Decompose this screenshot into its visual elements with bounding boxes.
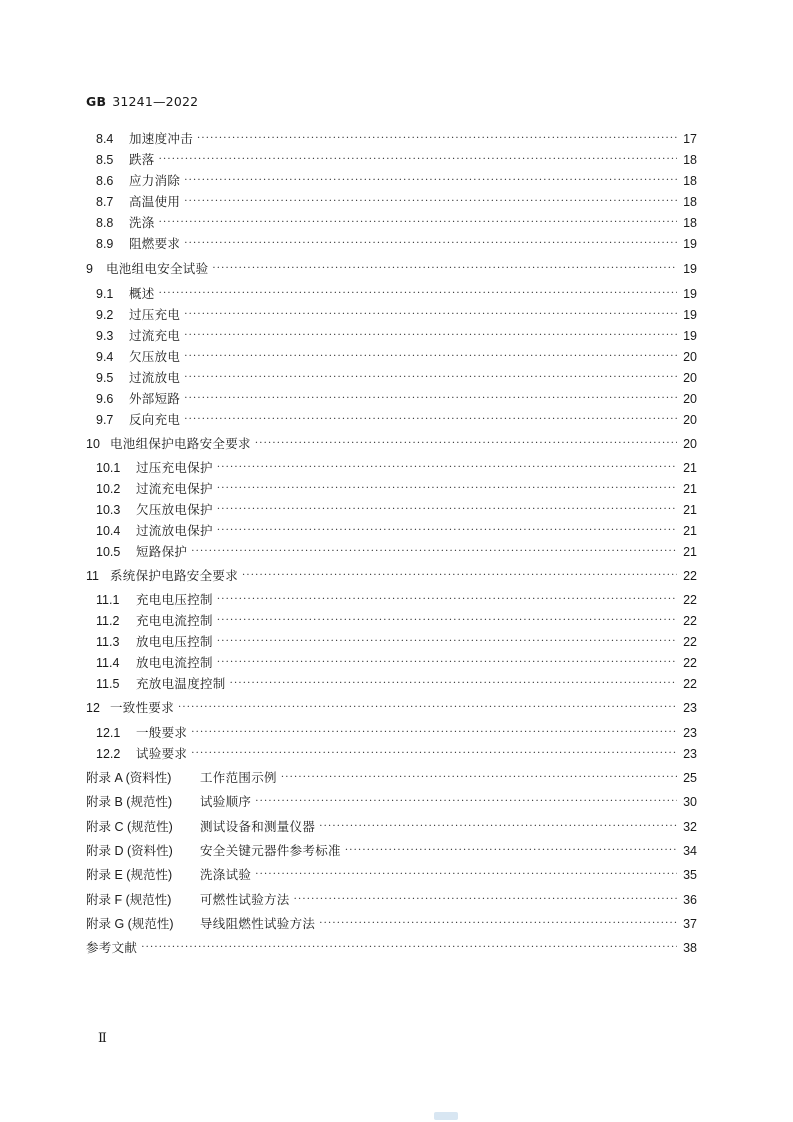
- toc-entry-page: 22: [683, 656, 697, 670]
- toc-entry-number: 10.1: [96, 461, 121, 475]
- toc-entry-title: 一般要求: [136, 725, 188, 740]
- toc-entry-appendix[interactable]: [86, 891, 697, 909]
- toc-entry-number: 附录 G (规范性): [86, 917, 174, 931]
- toc-entry-title: 概述: [129, 286, 155, 301]
- toc-entry-page: 21: [683, 482, 697, 496]
- toc-entry-number: 11.1: [96, 593, 120, 607]
- toc-entry-title: 试验顺序: [200, 794, 252, 809]
- page-number: Ⅱ: [98, 1030, 107, 1045]
- toc-entry[interactable]: [96, 348, 697, 366]
- toc-entry-page: 23: [683, 726, 697, 740]
- toc-leader: [184, 327, 677, 345]
- toc-leader: [217, 591, 677, 609]
- toc-leader: [319, 818, 677, 836]
- toc-entry-number: 8.7: [96, 195, 114, 209]
- toc-entry-page: 36: [683, 893, 697, 907]
- toc-entry-title: 阻燃要求: [129, 236, 181, 251]
- toc-entry-number: 11: [86, 569, 99, 583]
- toc-entry[interactable]: [96, 151, 697, 169]
- toc-entry-title: 洗涤试验: [200, 867, 252, 882]
- toc-entry[interactable]: [96, 591, 697, 609]
- toc-entry-number: 8.5: [96, 153, 114, 167]
- toc-entry-number: 12.2: [96, 747, 121, 761]
- toc-entry-number: 12.1: [96, 726, 121, 740]
- toc-entry-chapter[interactable]: [86, 435, 697, 453]
- toc-entry-title: 应力消除: [129, 173, 181, 188]
- toc-entry-title: 过流充电保护: [136, 481, 213, 496]
- toc-leader: [319, 915, 677, 933]
- toc-entry[interactable]: [96, 522, 697, 540]
- toc-entry-number: 8.4: [96, 132, 114, 146]
- toc-entry-title: 一致性要求: [110, 700, 175, 715]
- toc-entry-number: 12: [86, 701, 100, 715]
- toc-entry-number: 9.5: [96, 371, 114, 385]
- toc-entry-page: 22: [683, 569, 697, 583]
- toc-entry-number: 8.9: [96, 237, 114, 251]
- toc-entry-number: 9.3: [96, 329, 114, 343]
- toc-entry-page: 38: [683, 941, 697, 955]
- toc-leader: [255, 435, 677, 453]
- toc-entry-page: 20: [683, 392, 697, 406]
- toc-entry[interactable]: [96, 724, 697, 742]
- toc-leader: [217, 654, 677, 672]
- toc-leader: [184, 172, 677, 190]
- toc-entry-page: 32: [683, 820, 697, 834]
- toc-entry-title: 短路保护: [136, 544, 188, 559]
- toc-leader: [217, 522, 677, 540]
- toc-entry[interactable]: [96, 172, 697, 190]
- toc-entry-number: 10.3: [96, 503, 121, 517]
- toc-entry-page: 22: [683, 593, 697, 607]
- toc-entry[interactable]: [96, 480, 697, 498]
- toc-entry-page: 18: [683, 174, 697, 188]
- toc-leader: [184, 348, 677, 366]
- toc-leader: [159, 285, 677, 303]
- toc-entry-page: 18: [683, 153, 697, 167]
- toc-entry-number: 9.1: [96, 287, 114, 301]
- toc-entry[interactable]: [96, 193, 697, 211]
- toc-entry-title: 电池组保护电路安全要求: [110, 436, 251, 451]
- toc-leader: [159, 151, 677, 169]
- toc-entry-appendix[interactable]: [86, 842, 697, 860]
- toc-entry[interactable]: [96, 501, 697, 519]
- toc-entry-number: 8.6: [96, 174, 114, 188]
- toc-entry[interactable]: [96, 130, 697, 148]
- toc-entry-appendix[interactable]: [86, 915, 697, 933]
- toc-entry-page: 34: [683, 844, 697, 858]
- toc-entry-page: 21: [683, 545, 697, 559]
- toc-entry-title: 参考文献: [86, 940, 138, 955]
- toc-entry-title: 外部短路: [129, 391, 181, 406]
- toc-entry-appendix[interactable]: [86, 793, 697, 811]
- toc-entry-title: 放电电压控制: [136, 634, 213, 649]
- toc-entry-title: 测试设备和测量仪器: [200, 819, 316, 834]
- toc-leader: [212, 260, 677, 278]
- toc-entry-page: 21: [683, 524, 697, 538]
- toc-leader: [178, 699, 677, 717]
- toc-entry[interactable]: [96, 306, 697, 324]
- toc-entry-page: 19: [683, 287, 697, 301]
- toc-entry-number: 附录 C (规范性): [86, 820, 173, 834]
- toc-leader: [217, 501, 677, 519]
- toc-entry-number: 附录 A (资料性): [86, 771, 172, 785]
- toc-entry-title: 高温使用: [129, 194, 181, 209]
- toc-leader: [184, 235, 677, 253]
- toc-entry-title: 系统保护电路安全要求: [110, 568, 239, 583]
- toc-entry[interactable]: [96, 745, 697, 763]
- stamp-mark-icon: [434, 1112, 458, 1120]
- toc-leader: [281, 769, 677, 787]
- toc-leader: [184, 411, 677, 429]
- toc-entry-chapter[interactable]: [86, 567, 697, 585]
- toc-entry-page: 19: [683, 262, 697, 276]
- toc-leader: [184, 306, 677, 324]
- toc-entry-appendix[interactable]: [86, 866, 697, 884]
- toc-entry-page: 20: [683, 350, 697, 364]
- toc-leader: [184, 390, 677, 408]
- toc-leader: [191, 543, 677, 561]
- toc-entry-page: 30: [683, 795, 697, 809]
- toc-leader: [217, 633, 677, 651]
- toc-entry-title: 充电电流控制: [136, 613, 213, 628]
- toc-entry-page: 18: [683, 195, 697, 209]
- toc-entry-page: 20: [683, 371, 697, 385]
- toc-leader: [230, 675, 677, 693]
- toc-leader: [191, 724, 677, 742]
- toc-entry-page: 17: [683, 132, 697, 146]
- toc-entry-title: 导线阻燃性试验方法: [200, 916, 316, 931]
- toc-entry-title: 试验要求: [136, 746, 188, 761]
- toc-entry-number: 11.2: [96, 614, 120, 628]
- toc-entry[interactable]: [96, 633, 697, 651]
- toc-leader: [191, 745, 677, 763]
- toc-leader: [255, 793, 677, 811]
- toc-entry-chapter[interactable]: [86, 260, 697, 278]
- toc-entry-title: 洗涤: [129, 215, 155, 230]
- toc-entry[interactable]: [96, 543, 697, 561]
- toc-entry-page: 18: [683, 216, 697, 230]
- toc-entry-title: 电池组电安全试验: [106, 261, 209, 276]
- toc-entry-number: 附录 D (资料性): [86, 844, 173, 858]
- toc-entry-appendix[interactable]: [86, 769, 697, 787]
- toc-entry-page: 19: [683, 308, 697, 322]
- toc-entry-number: 9: [86, 262, 93, 276]
- toc-entry-number: 11.5: [96, 677, 120, 691]
- toc-entry-chapter[interactable]: [86, 699, 697, 717]
- toc-entry[interactable]: [96, 459, 697, 477]
- toc-entry-number: 11.4: [96, 656, 120, 670]
- toc-leader: [217, 459, 677, 477]
- toc-entry[interactable]: [96, 411, 697, 429]
- toc-entry[interactable]: [96, 675, 697, 693]
- toc-entry-title: 安全关键元器件参考标准: [200, 843, 341, 858]
- toc-entry-page: 20: [683, 437, 697, 451]
- toc-entry-page: 21: [683, 461, 697, 475]
- toc-entry[interactable]: [96, 235, 697, 253]
- standard-number: 31241—2022: [112, 94, 199, 109]
- standard-code: GB: [86, 94, 107, 109]
- toc-entry-page: 23: [683, 701, 697, 715]
- toc-entry-title: 跌落: [129, 152, 155, 167]
- toc-entry-number: 10.2: [96, 482, 121, 496]
- toc-leader: [141, 939, 677, 957]
- toc-entry-title: 欠压放电保护: [136, 502, 213, 517]
- toc-entry-number: 10: [86, 437, 100, 451]
- toc-leader: [294, 891, 677, 909]
- toc-entry[interactable]: [96, 612, 697, 630]
- toc-entry-number: 8.8: [96, 216, 114, 230]
- toc-leader: [242, 567, 677, 585]
- toc-entry-references[interactable]: [86, 939, 697, 957]
- toc-leader: [184, 193, 677, 211]
- toc-entry[interactable]: [96, 214, 697, 232]
- toc-entry[interactable]: [96, 369, 697, 387]
- toc-leader: [345, 842, 677, 860]
- toc-entry-title: 反向充电: [129, 412, 181, 427]
- toc-entry-title: 过压充电保护: [136, 460, 213, 475]
- toc-leader: [159, 214, 677, 232]
- toc-entry-page: 22: [683, 635, 697, 649]
- toc-entry-number: 9.4: [96, 350, 114, 364]
- toc-entry-number: 10.4: [96, 524, 121, 538]
- toc-entry-page: 19: [683, 237, 697, 251]
- toc-entry[interactable]: [96, 327, 697, 345]
- toc-entry-title: 充放电温度控制: [136, 676, 226, 691]
- toc-entry-title: 工作范围示例: [200, 770, 277, 785]
- toc-entry-page: 19: [683, 329, 697, 343]
- toc-entry-number: 附录 F (规范性): [86, 893, 172, 907]
- toc-entry-title: 放电电流控制: [136, 655, 213, 670]
- toc-entry-page: 21: [683, 503, 697, 517]
- toc-entry-title: 过流放电保护: [136, 523, 213, 538]
- toc-entry-number: 9.7: [96, 413, 114, 427]
- toc-entry-page: 35: [683, 868, 697, 882]
- toc-entry-page: 37: [683, 917, 697, 931]
- toc-entry-title: 过流充电: [129, 328, 181, 343]
- toc-entry-number: 附录 B (规范性): [86, 795, 173, 809]
- toc-entry-page: 25: [683, 771, 697, 785]
- toc-leader: [184, 369, 677, 387]
- toc-entry-number: 9.2: [96, 308, 114, 322]
- toc-entry-number: 11.3: [96, 635, 120, 649]
- toc-entry-title: 过流放电: [129, 370, 181, 385]
- toc-entry-number: 附录 E (规范性): [86, 868, 173, 882]
- toc-entry-page: 23: [683, 747, 697, 761]
- toc-leader: [217, 612, 677, 630]
- toc-entry-page: 20: [683, 413, 697, 427]
- toc-entry-title: 可燃性试验方法: [200, 892, 290, 907]
- toc-entry-number: 9.6: [96, 392, 114, 406]
- toc-entry[interactable]: [96, 654, 697, 672]
- toc-entry-number: 10.5: [96, 545, 121, 559]
- toc-entry-title: 充电电压控制: [136, 592, 213, 607]
- toc-entry-title: 过压充电: [129, 307, 181, 322]
- toc-entry-page: 22: [683, 614, 697, 628]
- toc-entry-title: 欠压放电: [129, 349, 181, 364]
- toc-entry-appendix[interactable]: [86, 818, 697, 836]
- toc-leader: [255, 866, 677, 884]
- toc-entry-title: 加速度冲击: [129, 131, 194, 146]
- toc-entry[interactable]: [96, 390, 697, 408]
- toc-entry[interactable]: [96, 285, 697, 303]
- toc-leader: [197, 130, 677, 148]
- toc-entry-page: 22: [683, 677, 697, 691]
- toc-leader: [217, 480, 677, 498]
